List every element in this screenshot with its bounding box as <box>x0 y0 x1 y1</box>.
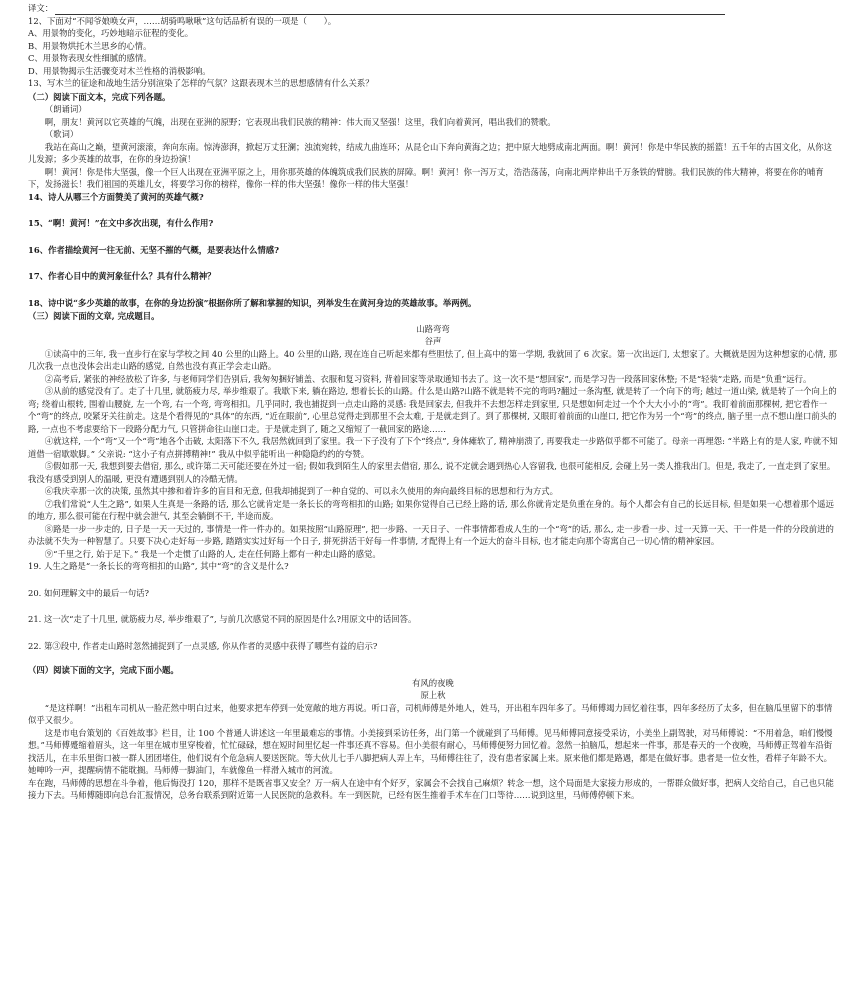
article-paragraph-5: ⑤假如那一天, 我想到要去借宿, 那么, 或许第二天可能还要在外过一宿; 假如我到陌生人的家里去借宿, 那么, 说不定就会遇到热心人容留我, 也很可能相反, 会碰上另一类人推我出门。但是, 我走了, 一直走到了家里。我没有感受到别人的温暖, 更没有遭遇到别人的冷酷无情。 <box>28 461 836 484</box>
question-22: 22. 第③段中, 作者走山路时忽然捕捉到了一点灵感, 你从作者的灵感中获得了哪些有益的启示? <box>28 640 378 651</box>
article-paragraph-3: ③从前的感觉没有了。走了十几里, 就筋疲力尽, 举步维艰了。我歇下来, 躺在路边, 想着长长的山路。什么是山路?山路不就是转不完的弯吗?翻过一条沟壑, 就是转了一个向下的弯; 越过一道山梁, 就是转了一个向上的弯; 绕着山根转, 围着山腰旋, 左一个弯, 右一个弯, 弯弯相扣。几乎同时, 我也捕捉到一点走山路的灵感: 我是回家去, 但我并不去想怎样走到家里, 只是想如何走过一个个大大小小的“弯”。我盯着前面那棵树, 把它看作一个“弯”的终点, 咬紧牙关往前走。这是个看得见的“具体”的东西, “近在眼前”, 心里总觉得走到那里不会太难, 于是就走到了。到了那棵树, 又眼盯着前面的山崖口, 把它作为另一个“弯”的终点, 脑子里一点不想山崖口前头的路, 一点也不考虑要给下一段路分配力气, 只管拼命往山崖口走。于是就走到了, 随之又缩短了一截回家的路途…… <box>28 386 837 434</box>
question-15: 15、“啊！黄河！”在文中多次出现，有什么作用? <box>28 218 214 228</box>
option-c: C、用景物表现女性细腻的感情。 <box>28 53 152 63</box>
story-paragraph-3: 车在跑，马师傅的思想在斗争着，他后悔没打 120，那样不是既省事又安全？万一病人在途中有个好歹，家属会不会找自己麻烦？转念一想，这个局面是大家接力形成的，一帮群众做好事，把病人交给自己，自己也只能接力下去。马师傅随即向总台汇报情况，总务台联系到附近第一人民医院的急救科。车一到医院，已经有医生推着手术车在门口等待……说到这里，马师傅停顿下来。 <box>28 777 834 800</box>
section-4-heading: （四）阅读下面的文字，完成下面小题。 <box>28 665 179 675</box>
question-20: 20. 如何理解文中的最后一句话? <box>28 587 149 598</box>
article-paragraph-7: ⑦我们常说“人生之路”, 如果人生真是一条路的话, 那么它就肯定是一条长长的弯弯相扣的山路; 如果你觉得自己已经上路的话, 那么你就肯定是负重在身的。每个人都会有自己的长远目标, 但是如果一心想着那个遥远的地方, 那么很可能在行程中就会泄气, 其至会躺倒不干, 半途而废。 <box>28 498 834 521</box>
recite-label: （朗诵词） <box>44 104 87 114</box>
song-label: （歌词） <box>44 129 79 139</box>
question-13: 13、写木兰的征途和战地生活分别渲染了怎样的气氛？这跟表现木兰的思想感情有什么关系？ <box>28 78 374 88</box>
translation-line <box>28 2 838 15</box>
option-b: B、用景物烘托木兰思乡的心情。 <box>28 40 152 51</box>
recite-text: 啊，朋友！黄河以它英雄的气魄，出现在亚洲的原野；它表现出我们民族的精神：伟大而又坚强！这里，我们向着黄河，唱出我们的赞歌。 <box>44 116 556 127</box>
story-author: 原上秋 <box>420 690 446 700</box>
article-paragraph-1: ①读高中的三年, 我一直步行在家与学校之间 40 公里的山路上。40 公里的山路, 现在连自己听起来都有些胆怯了, 但上高中的第一学期, 我就回了 6 次家。第一次出远门, 太想家了。大概就是因为这种想家的心情, 那几次我一点也没体会出走山路的感觉, 自然也没有真正学会走山路。 <box>28 348 837 371</box>
article-paragraph-8: ⑧路是一步一步走的, 日子是一天一天过的, 事情是一件一件办的。如果按照“山路原理”, 把一步路、一天日子、一件事情都看成人生的一个“弯”的话, 那么, 走一步看一步、过一天算一天、干一件是一件的分段前进的办法就不失为一种智慧了。只要下决心走好每一步路, 踏踏实实过好每一个日子, 拼死拼活干好每一件事情, 才配得上有一个远大的奋斗目标, 也才能走向那个寄寓自己一切心情的精神家园。 <box>28 523 834 546</box>
article-paragraph-2: ②高考后, 紧张的神经放松了许多, 与老师同学们告别后, 我匆匆捆好铺盖、衣服和复习资料, 背着回家等录取通知书去了。这一次不是“想回家”, 而是学习告一段落回家休整; 不是“轻装”走路, 而是“负重”远行。 <box>44 373 812 384</box>
article-paragraph-9: ⑨“千里之行, 始于足下。” 我是一个走惯了山路的人, 走在任何路上都有一种走山路的感觉。 <box>44 548 381 559</box>
article-paragraph-6: ⑥我庆幸那一次的决策, 虽然其中掺和着许多的盲目和无意, 但我却捕捉到了一种自觉的、可以永久使用的奔向最终目标的思想和行为方式。 <box>44 486 558 496</box>
section-2-heading: （二）阅读下面文本，完成下列各题。 <box>28 91 171 102</box>
question-19: 19. 人生之路是“一条长长的弯弯相扣的山路”, 其中“弯”的含义是什么? <box>28 561 289 571</box>
question-12: 12、下面对“不闻爷娘唤女声，……胡骑鸣啾啾”这句话品析有误的一项是（ ）。 <box>28 15 337 26</box>
question-16: 16、作者描绘黄河一往无前、无坚不摧的气概，是要表达什么情感? <box>28 244 280 255</box>
question-21: 21. 这一次“走了十几里, 就筋疲力尽, 举步维艰了”, 与前几次感觉不同的原因是什么?用原文中的话回答。 <box>28 614 417 624</box>
translation-label: 译文： <box>28 3 54 13</box>
story-title: 有风的夜晚 <box>412 677 454 688</box>
story-paragraph-2: 这是市电台策划的《百姓故事》栏目，让 100 个普通人讲述这一年里最难忘的事情。小美接到采访任务，出门第一个就碰到了马师傅。见马师傅同意接受采访，小美坐上副驾驶，对马师傅说：“不用着急，咱们慢慢想。”马师傅蹙缩着眉头，这一年里在城市里穿梭着，忙忙碌碌，想在短时间里忆起一件事还真不容易。但小美很有耐心，马师傅便努力回忆着。忽然一拍脑瓜，想起来一件事，那是春天的一个夜晚，马师傅正驾着车沿街找活儿，在丰乐里街口被一群人团团堵住，他们说有个危急病人要送医院。等大伙儿七手八脚把病人弄上车，马师傅往往了，没有患者家属上来。原来他们都是路遇，都是在做好事。患者是一位女性，看样子年龄不大。她呻吟一声，提醒病情不能耽搁。马师傅一脚油门，车就像鱼一样滑入城市的河流。 <box>28 727 833 775</box>
song-paragraph-1: 我站在高山之巅，望黄河滚滚，奔向东南。惊涛澎湃，掀起万丈狂澜；浊流宛转，结成九曲连环；从昆仑山下奔向黄海之边；把中原大地劈成南北两面。啊！黄河！你是中华民族的摇篮！五千年的古国文化，从你这儿发源；多少英雄的故事，在你的身边扮演！ <box>28 141 833 164</box>
answer-underline <box>55 5 725 15</box>
option-d: D、用景物揭示生活骤变对木兰性格的消极影响。 <box>28 65 211 76</box>
story-paragraph-1: “是这样啊！”出租车司机从一脸茫然中明白过来，他要求把车停到一处宽敞的地方再说。听口音，司机师傅是外地人，姓马，开出租车四年多了。马师傅竭力回忆着往事，四年多经历了太多，但在脑瓜里留下的事情似乎又很少。 <box>28 702 833 725</box>
question-18: 18、诗中说“多少英雄的故事，在你的身边扮演”根据你所了解和掌握的知识，列举发生在黄河身边的英雄故事。举两例。 <box>28 297 477 308</box>
article-title: 山路弯弯 <box>416 323 450 334</box>
question-14: 14、诗人从哪三个方面赞美了黄河的英雄气概? <box>28 191 204 202</box>
article-author: 谷声 <box>424 336 442 346</box>
option-a: A、用景物的变化，巧妙地暗示征程的变化。 <box>28 28 194 38</box>
section-3-heading: （三）阅读下面的文章, 完成题目。 <box>28 311 160 321</box>
song-paragraph-2: 啊！黄河！你是伟大坚强，像一个巨人出现在亚洲平原之上，用你那英雄的体魄筑成我们民族的屏障。啊！黄河！你一泻万丈，浩浩荡荡，向南北两岸伸出千万条铁的臂膀。我们民族的伟大精神，将要在你的哺育下，发扬滋长！我们祖国的英雄儿女，将要学习你的榜样，像你一样的伟大坚强！像你一样的伟大坚强！ <box>28 166 824 189</box>
question-17: 17、作者心目中的黄河象征什么？具有什么精神？ <box>28 271 216 281</box>
article-paragraph-4: ④就这样, 一个“弯”又一个“弯”地各个击破, 太阳落下不久, 我居然就回到了家里。我一下子没有了下个“终点”, 身体瘫软了, 精神崩溃了, 再要我走一步路似乎都不可能了。母亲一再埋怨: “半路上有的是人家, 咋就不知道借一宿歇歇脚。” 父亲说: “这小子有点拼搏精神!” 我从中似乎能听出一种隐隐约约的夸赞。 <box>28 436 838 459</box>
